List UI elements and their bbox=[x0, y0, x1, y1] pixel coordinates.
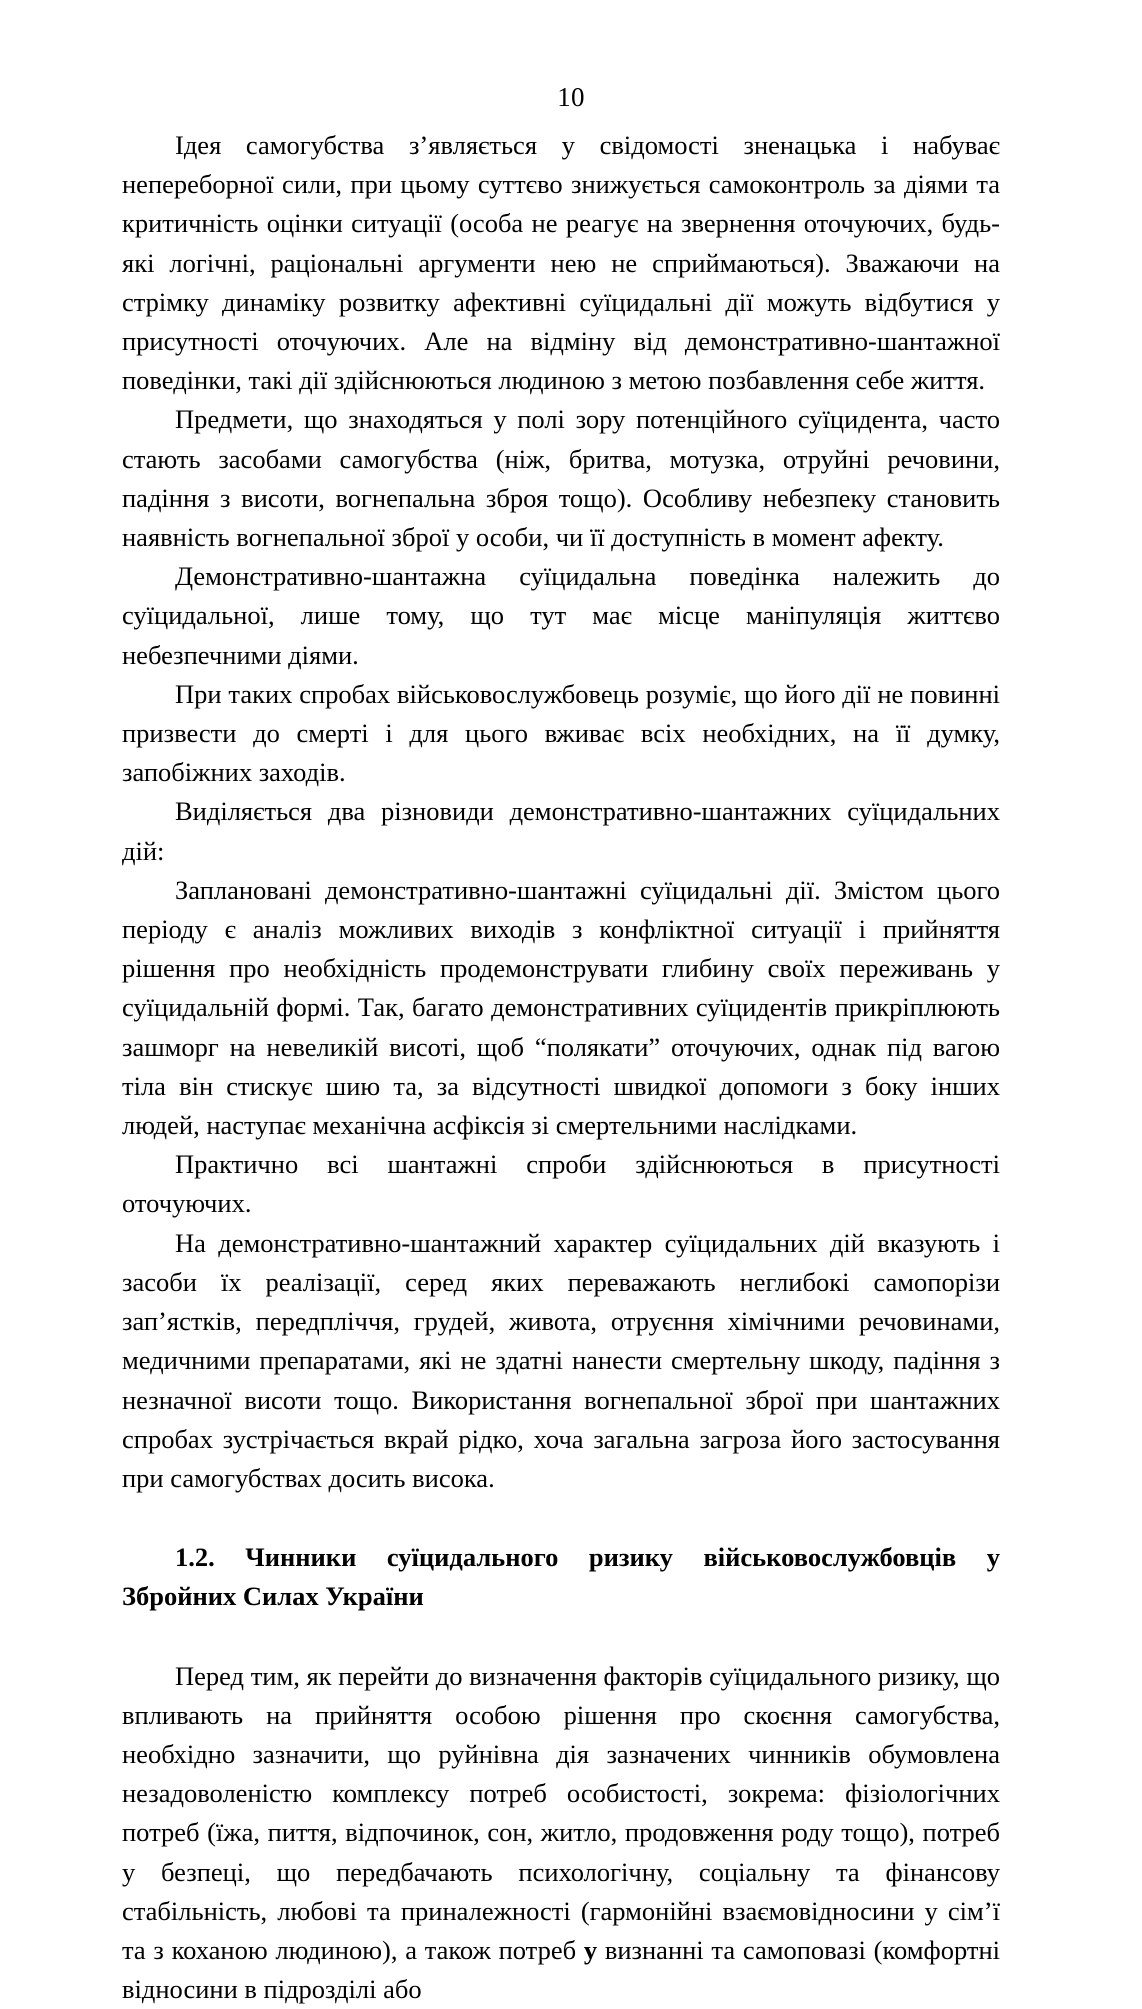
paragraph-2: Предмети, що знаходяться у полі зору потенційного суїцидента, часто стають засобами самогубства (ніж, бритва, мотузка, отруйні речовини, падіння з висоти, вогнепальна зброя тощо). Особливу небезпеку становить наявність вогнепальної зброї у особи, чи її доступність в момент афекту. bbox=[122, 404, 1000, 553]
page-body bbox=[122, 126, 1000, 2009]
heading-top-spacer bbox=[122, 1498, 1000, 1538]
heading-bottom-spacer bbox=[122, 1617, 1000, 1657]
paragraph-8: На демонстративно-шантажний характер суїцидальних дій вказують і засоби їх реалізації, серед яких переважають неглибокі самопорізи зап’ястків, передпліччя, грудей, живота, отруєння хімічними речовинами, медичними препаратами, які не здатні нанести смертельну шкоду, падіння з незначної висоти тощо. Використання вогнепальної зброї при шантажних спробах зустрічається вкрай рідко, хоча загальна загроза його застосування при самогубствах досить висока. bbox=[122, 1227, 1000, 1493]
paragraph-5: Виділяється два різновиди демонстративно-шантажних суїцидальних дій: bbox=[122, 796, 1000, 866]
paragraph-6: Заплановані демонстративно-шантажні суїцидальні дії. Змістом цього періоду є аналіз можливих виходів з конфліктної ситуації і прийняття рішення про необхідність продемонструвати глибину своїх переживань у суїцидальній формі. Так, багато демонстративних суїцидентів прикріплюють зашморг на невеликій висоті, щоб “полякати” оточуючих, однак під вагою тіла він стискує шию та, за відсутності швидкої допомоги з боку інших людей, наступає механічна асфіксія зі смертельними наслідками. bbox=[122, 874, 1000, 1141]
paragraph-9 bbox=[122, 1657, 1000, 2009]
paragraph-4: При таких спробах військовослужбовець розуміє, що його дії не повинні призвести до смерті і для цього вживає всіх необхідних, на її думку, запобіжних заходів. bbox=[122, 678, 1000, 788]
paragraph-1: Ідея самогубства з’являється у свідомості зненацька і набуває непереборної сили, при цьому суттєво знижується самоконтроль за діями та критичність оцінки ситуації (особа не реагує на звернення оточуючих, будь-які логічні, раціональні аргументи нею не сприймаються). Зважаючи на стрімку динаміку розвитку афективні суїцидальні дії можуть відбутися у присутності оточуючих. Але на відміну від демонстративно-шантажної поведінки, такі дії здійснюються людиною з метою позбавлення себе життя. bbox=[122, 130, 1000, 396]
emphasis-text: у bbox=[583, 1934, 598, 1965]
paragraph-7: Практично всі шантажні спроби здійснюються в присутності оточуючих. bbox=[122, 1149, 1000, 1219]
body-text: Перед тим, як перейти до визначення факторів суїцидального ризику, що впливають на прийняття особою рішення про скоєння самогубства, необхідно зазначити, що руйнівна дія зазначених чинників обумовлена незадоволеністю комплексу потреб особистості, зокрема: фізіологічних потреб (їжа, пиття, відпочинок, сон, житло, продовження роду тощо), потреб у безпеці, що передбачають психологічну, соціальну та фінансову стабільність, любові та приналежності (гармонійні взаємовідносини у сім’ї та з коханою людиною), а також потреб bbox=[122, 1660, 1000, 1965]
page-number: 10 bbox=[557, 82, 585, 112]
paragraph-3: Демонстративно-шантажна суїцидальна поведінка належить до суїцидальної, лише тому, що тут має місце маніпуляція життєво небезпечними діями. bbox=[122, 561, 1000, 670]
section-heading-1-2: 1.2. Чинники суїцидального ризику військовослужбовців у Збройних Силах України bbox=[122, 1542, 1000, 1612]
body-text: визнанні та самоповазі (комфортні відносини в підрозділі або bbox=[122, 1934, 1000, 2005]
